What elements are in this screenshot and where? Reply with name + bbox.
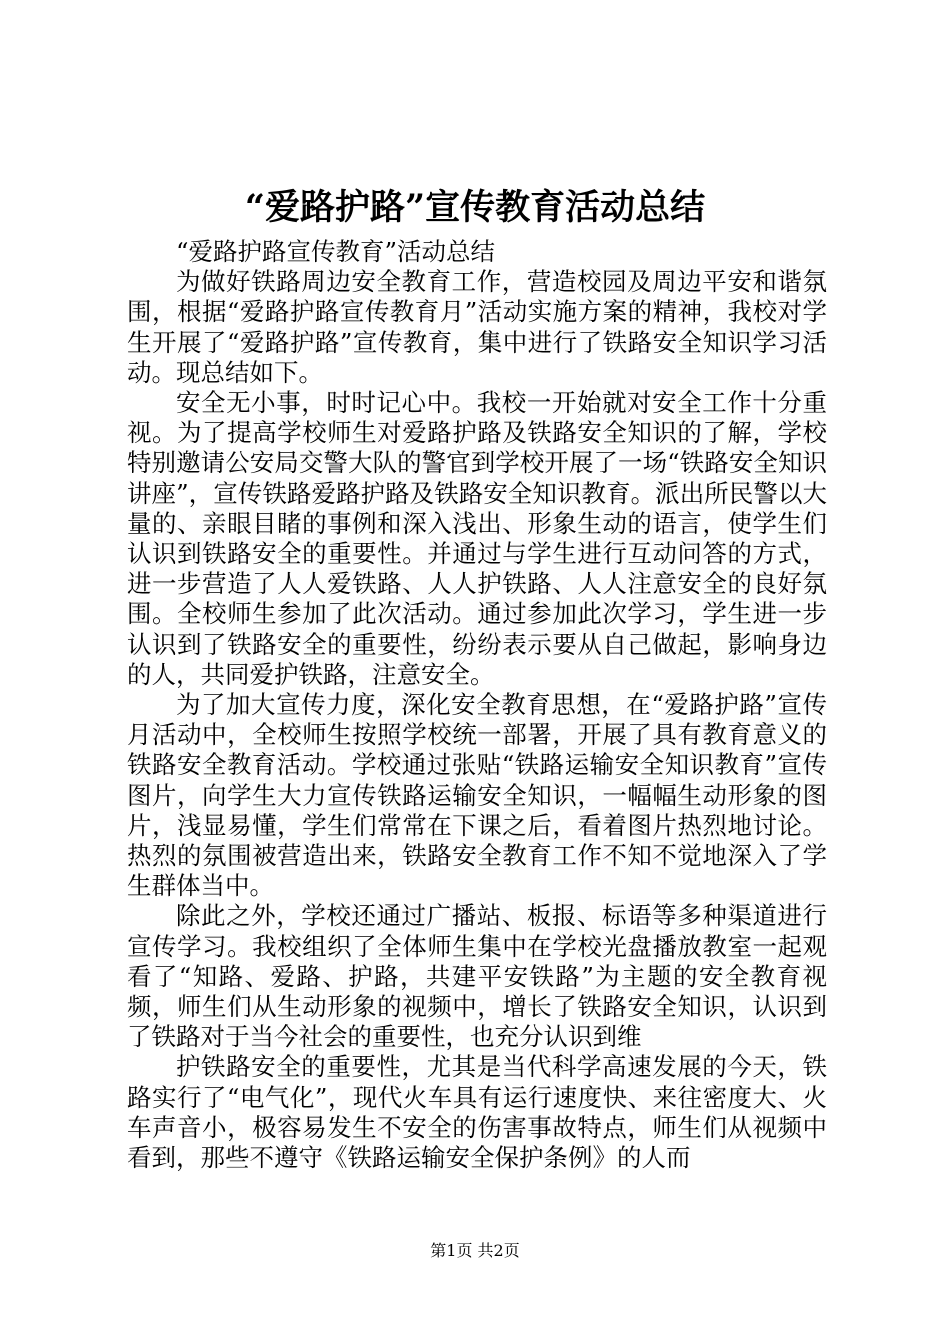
body-paragraph: 为了加大宣传力度，深化安全教育思想，在“爱路护路”宣传月活动中，全校师生按照学校统一部署，开展了具有教育意义的铁路安全教育活动。学校通过张贴“铁路运输安全知识教育”宣传图片，向学生大力宣传铁路运输安全知识，一幅幅生动形象的图片，浅显易懂，学生们常常在下课之后，看着图片热烈地讨论。热烈的氛围被营造出来，铁路安全教育工作不知不觉地深入了学生群体当中。	[127, 690, 827, 901]
document-title: “爱路护路”宣传教育活动总结	[244, 187, 706, 228]
document-body	[127, 237, 827, 1173]
body-paragraph-subtitle: “爱路护路宣传教育”活动总结	[176, 237, 496, 266]
body-paragraph: 护铁路安全的重要性，尤其是当代科学高速发展的今天，铁路实行了“电气化”，现代火车具有运行速度快、来往密度大、火车声音小，极容易发生不安全的伤害事故特点，师生们从视频中看到，那些不遵守《铁路运输安全保护条例》的人而	[127, 1052, 827, 1173]
body-paragraph: 除此之外，学校还通过广播站、板报、标语等多种渠道进行宣传学习。我校组织了全体师生集中在学校光盘播放教室一起观看了“知路、爱路、护路，共建平安铁路”为主题的安全教育视频，师生们从生动形象的视频中，增长了铁路安全知识，认识到了铁路对于当今社会的重要性，也充分认识到维	[127, 901, 827, 1052]
body-paragraph: 安全无小事，时时记心中。我校一开始就对安全工作十分重视。为了提高学校师生对爱路护路及铁路安全知识的了解，学校特别邀请公安局交警大队的警官到学校开展了一场“铁路安全知识讲座”，宣传铁路爱路护路及铁路安全知识教育。派出所民警以大量的、亲眼目睹的事例和深入浅出、形象生动的语言，使学生们认识到铁路安全的重要性。并通过与学生进行互动问答的方式，进一步营造了人人爱铁路、人人护铁路、人人注意安全的良好氛围。全校师生参加了此次活动。通过参加此次学习，学生进一步认识到了铁路安全的重要性，纷纷表示要从自己做起，影响身边的人，共同爱护铁路，注意安全。	[127, 388, 827, 689]
page-footer: 第1页 共2页	[430, 1241, 520, 1260]
body-paragraph: 为做好铁路周边安全教育工作，营造校园及周边平安和谐氛围，根据“爱路护路宣传教育月”活动实施方案的精神，我校对学生开展了“爱路护路”宣传教育，集中进行了铁路安全知识学习活动。现总结如下。	[127, 267, 827, 387]
